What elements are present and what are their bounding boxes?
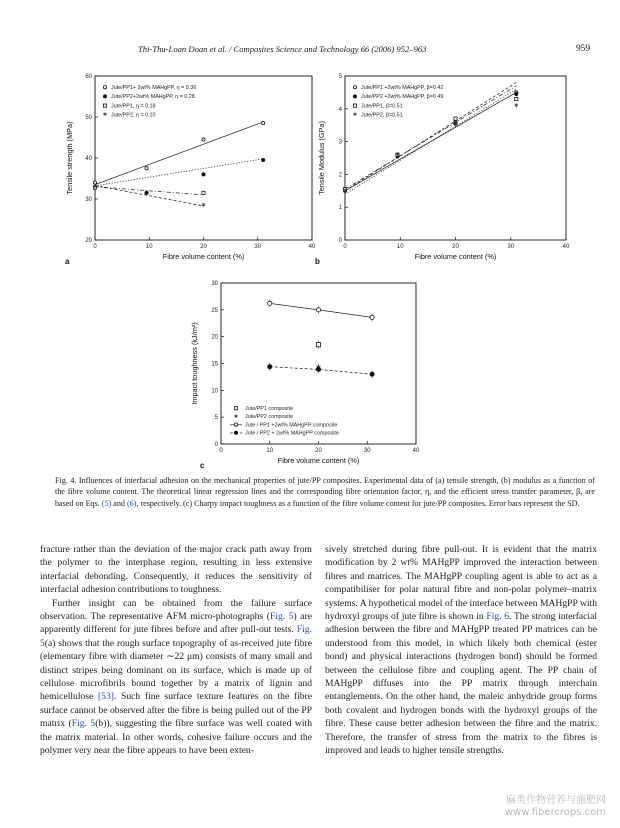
x-tick-label: 30 xyxy=(363,448,371,454)
y-axis-label: Tensile Modulus (GPa) xyxy=(317,121,326,195)
data-point xyxy=(353,95,356,98)
legend-entry: Jute / PP2 + 2wt% MAHgPP composite xyxy=(245,430,339,437)
legend-entry: Jute/PP1+ 2wt% MAHgPP, η = 0.36 xyxy=(111,85,197,91)
x-axis-label: Fibre volume content (%) xyxy=(162,252,245,261)
paragraph: fracture rather than the deviation of the major crack path away from the polymer to the interphase region, resulting in less extensive interfacial debonding. Consequently, it reduces the sensitivity of interfacial adhesion contributions to toughness. xyxy=(40,544,312,596)
data-point xyxy=(316,308,320,312)
x-axis-label: Fibre volume content (%) xyxy=(414,252,497,261)
fig5-link[interactable]: Fig. 5 xyxy=(269,611,294,623)
data-point xyxy=(234,431,237,434)
data-point: ✱ xyxy=(395,152,400,159)
x-tick-label: 0 xyxy=(343,244,347,250)
y-tick-label: 0 xyxy=(214,442,218,448)
data-point xyxy=(145,167,148,170)
data-point xyxy=(202,191,205,194)
legend-entry: Jute/PP2 +2wt% MAHgPP, β=0.49 xyxy=(361,94,444,101)
data-point: ✱ xyxy=(342,188,348,195)
x-tick-label: 30 xyxy=(507,244,515,250)
data-point xyxy=(316,343,320,347)
body-column-left xyxy=(40,543,312,758)
data-point: ✱ xyxy=(92,184,98,191)
data-point xyxy=(234,423,237,426)
y-tick-label: 30 xyxy=(85,197,92,203)
y-tick-label: 2 xyxy=(338,172,342,179)
regression-line xyxy=(95,187,204,195)
y-tick-label: 5 xyxy=(214,415,218,422)
x-tick-label: 0 xyxy=(93,244,97,250)
panel-label: c xyxy=(200,461,205,470)
legend-entry: Jute/PP1, β=0.51 xyxy=(361,103,403,110)
data-point xyxy=(262,122,265,125)
x-tick-label: 20 xyxy=(452,244,459,250)
plot-frame xyxy=(342,76,566,240)
watermark: 麻类作物营养与施肥网 www.fibercrops.com xyxy=(504,795,606,818)
y-axis-label: Impact toughness (kJ/m²) xyxy=(190,322,199,405)
data-point xyxy=(353,104,356,107)
data-point xyxy=(268,365,272,369)
x-tick-label: 40 xyxy=(308,244,316,250)
x-tick-label: 20 xyxy=(200,244,207,250)
body-column-right xyxy=(325,543,597,758)
data-point xyxy=(316,367,320,371)
legend-entry: Jute/PP1 +2wt% MAHgPP, β=0.42 xyxy=(361,85,444,91)
data-point xyxy=(234,407,237,410)
figure-caption: Fig. 4. Influences of interfacial adhesion on the mechanical properties of jute/PP composites. Experimental data of (a) tensile strength, (b) modulus as a function of the fibre volume content. The theoretical linear regression lines and the corresponding fibre orientation factor, η, and the efficient stress transfer parameter, β, are based on Eqs. (5) and (6), respectively. (c) Charpy impact toughness as a function of the fibre volume content for jute/PP composites. Error bars represent the SD. xyxy=(55,476,595,508)
running-header xyxy=(0,44,620,60)
data-point xyxy=(515,92,518,95)
x-tick-label: 20 xyxy=(315,448,322,454)
x-tick-label: 40 xyxy=(562,244,570,250)
y-tick-label: 25 xyxy=(211,307,218,314)
running-head: Thi-Thu-Loan Doan et al. / Composites Science and Technology 66 (2006) 952–963 xyxy=(138,44,427,54)
data-point xyxy=(353,86,356,89)
y-axis-label: Tensile strength (MPa) xyxy=(65,121,74,195)
data-point xyxy=(103,86,106,89)
legend-entry: Jute/PP1 composite xyxy=(245,406,293,412)
figure-4b-tensile-modulus xyxy=(312,68,582,268)
data-point: ✱ xyxy=(514,102,519,109)
panel-label: b xyxy=(315,257,320,266)
x-axis-label: Fibre volume content (%) xyxy=(277,456,360,465)
legend-entry: Jute/PP1, η = 0.18 xyxy=(111,103,156,110)
paragraph: sively stretched during fibre pull-out. It is evident that the matrix modification by 2 wt% MAHgPP improved the interaction between fibres and matrices. The MAHgPP coupling agent is able to act as a compatibiliser for polar natural fibre and non-polar polymer–matrix systems. A hypothetical model of the interface between MAHgPP with hydroxyl groups of jute fibre is shown in Fig. 6. The strong interfacial adhesion between the fibre and MAHgPP treated PP matrices can be understood from this model, in which likely both chemical (ester bond) and physical interactions (hydrogen bond) should be formed between the cellulose fibre and coupling agent. The PP chain of MAHgPP diffuses into the PP matrix through interchain entanglements. On the other hand, the maleic anhydride group forms both covalent and hydrogen bonds with the hydroxyl groups of the fibre. These cause better adhesion between the fibre and the matrix. Therefore, the transfer of stress from the matrix to the fibres is improved and leads to higher tensile strengths. xyxy=(325,544,597,757)
data-point xyxy=(145,191,148,194)
x-tick-label: 10 xyxy=(145,244,153,250)
x-tick-label: 40 xyxy=(412,448,420,454)
y-tick-label: 20 xyxy=(85,238,92,244)
legend-entry: Jute/PP2 composite xyxy=(245,414,293,421)
data-point xyxy=(202,173,205,176)
legend-entry: Jute/PP2+2wt% MAHgPP, η = 0.28 xyxy=(111,94,195,101)
paragraph: Further insight can be obtained from the failure surface observation. The representative AFM micro-photographs (Fig. 5) are apparently different for jute fibres before and after pull-out tests. Fig. 5(a) shows that the rough surface topography of as-received jute fibre (elementary fibre with diameter ∼22 μm) consists of many small and distinct stripes being dominant on its surface, which is made up of cellulose microfibrils bound together by a matrix of lignin and hemicellulose [53]. Such fine surface texture features on the fibre surface cannot be observed after the fibre is being pulled out of the PP matrix (Fig. 5(b)), suggesting the fibre surface was well coated with the matrix material. In other words, cohesive failure occurs and the polymer very near the fibre appears to have been exten- xyxy=(40,597,312,757)
data-point xyxy=(103,104,106,107)
y-tick-label: 60 xyxy=(85,74,92,80)
y-tick-label: 50 xyxy=(85,115,92,121)
data-point: ✱ xyxy=(453,122,458,129)
x-tick-label: 10 xyxy=(266,448,274,454)
data-point: ✱ xyxy=(102,112,108,119)
y-tick-label: 4 xyxy=(338,106,342,113)
regression-line xyxy=(95,159,263,186)
data-point xyxy=(454,117,457,120)
data-point xyxy=(370,372,374,376)
y-tick-label: 40 xyxy=(85,156,92,162)
y-tick-label: 10 xyxy=(211,388,218,395)
data-point xyxy=(515,97,518,100)
data-point xyxy=(268,301,272,305)
y-tick-label: 1 xyxy=(338,205,342,212)
ref53-link[interactable]: [53] xyxy=(97,691,114,703)
data-point: ✱ xyxy=(233,413,239,420)
data-point xyxy=(202,138,205,141)
legend-entry: Jute/PP2, η = 0.10 xyxy=(111,112,156,119)
legend-entry: Jute/PP2, β=0.51 xyxy=(361,112,403,119)
y-tick-label: 15 xyxy=(211,361,218,368)
data-point xyxy=(370,315,374,319)
panel-label: a xyxy=(65,257,70,266)
data-point xyxy=(103,95,106,98)
eq6-link[interactable]: (6) xyxy=(126,498,137,508)
data-point: ✱ xyxy=(201,202,206,209)
eq5-link[interactable]: (5) xyxy=(101,498,112,508)
data-point xyxy=(262,158,265,161)
data-point: ✱ xyxy=(352,112,358,119)
x-tick-label: 10 xyxy=(396,244,404,250)
y-tick-label: 3 xyxy=(338,139,342,146)
regression-line xyxy=(92,184,204,206)
fig5b-link[interactable]: Fig. 5 xyxy=(71,718,96,730)
figure-4c-impact-toughness xyxy=(188,278,438,470)
fig5a-link[interactable]: Fig. 5 xyxy=(40,624,312,649)
legend-entry: Jute / PP1 +2wt% MAHgPP composite xyxy=(245,422,338,429)
plot-frame xyxy=(92,76,312,240)
fig6-link[interactable]: Fig. 6 xyxy=(486,611,510,623)
regression-line xyxy=(345,86,519,189)
figure-4a-tensile-strength xyxy=(60,68,320,268)
y-tick-label: 0 xyxy=(338,238,342,244)
y-tick-label: 20 xyxy=(211,334,218,341)
x-tick-label: 0 xyxy=(219,448,223,454)
regression-line xyxy=(95,122,263,185)
x-tick-label: 30 xyxy=(254,244,262,250)
page-number: 959 xyxy=(575,44,590,54)
y-tick-label: 5 xyxy=(338,74,342,80)
y-tick-label: 30 xyxy=(211,281,218,287)
